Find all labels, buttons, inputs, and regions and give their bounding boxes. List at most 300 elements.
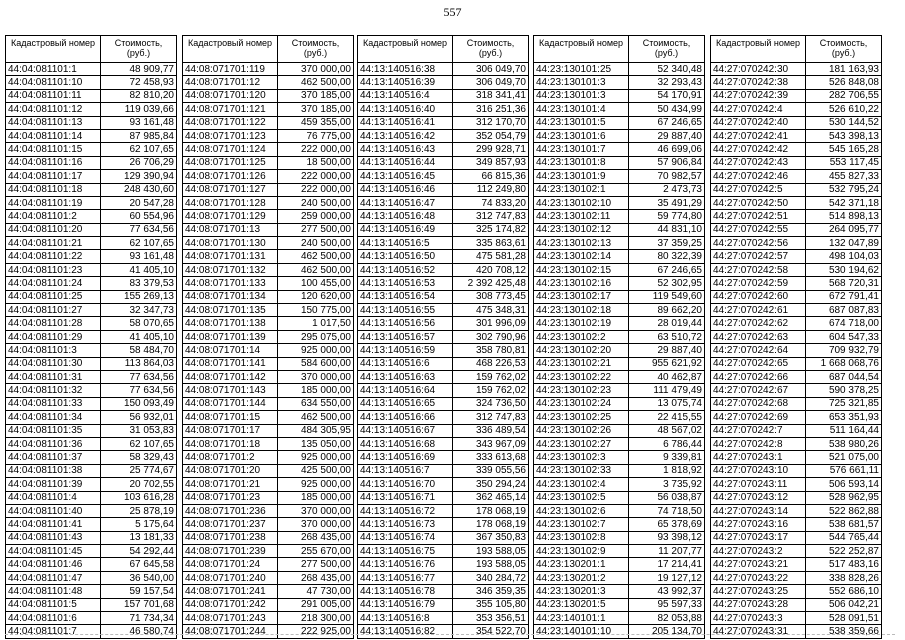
cost-cell: 185 000,00 xyxy=(278,491,354,504)
cadastral-number-cell: 44:04:081101:22 xyxy=(6,250,101,263)
cost-cell: 77 634,56 xyxy=(101,223,177,236)
cadastral-table-4 xyxy=(533,35,705,639)
cost-cell: 193 588,05 xyxy=(453,558,529,571)
table-row xyxy=(711,451,882,464)
cost-cell: 129 390,94 xyxy=(101,170,177,183)
cost-cell: 687 044,54 xyxy=(806,370,882,383)
cadastral-number-cell: 44:04:081101:43 xyxy=(6,531,101,544)
cost-cell: 240 500,00 xyxy=(278,237,354,250)
cost-cell: 318 341,41 xyxy=(453,89,529,102)
cost-cell: 672 791,41 xyxy=(806,290,882,303)
table-row xyxy=(711,370,882,383)
cost-cell: 132 047,89 xyxy=(806,237,882,250)
cadastral-number-cell: 44:08:071701:243 xyxy=(183,612,278,625)
table-row xyxy=(6,250,177,263)
cost-cell: 62 107,65 xyxy=(101,237,177,250)
cost-cell: 58 484,70 xyxy=(101,344,177,357)
cost-cell: 526 610,22 xyxy=(806,103,882,116)
table-row xyxy=(534,250,705,263)
table-row xyxy=(358,103,529,116)
cadastral-number-cell: 44:04:081101:24 xyxy=(6,277,101,290)
cost-cell: 370 000,00 xyxy=(278,370,354,383)
cadastral-number-cell: 44:27:070242:69 xyxy=(711,411,806,424)
cost-cell: 576 661,11 xyxy=(806,464,882,477)
table-row xyxy=(534,424,705,437)
cost-cell: 83 379,53 xyxy=(101,277,177,290)
table-row xyxy=(183,116,354,129)
table-row xyxy=(6,625,177,638)
cost-cell: 119 549,60 xyxy=(629,290,705,303)
cadastral-number-cell: 44:23:130102:8 xyxy=(534,531,629,544)
cadastral-number-cell: 44:13:140516:72 xyxy=(358,504,453,517)
cost-cell: 538 980,26 xyxy=(806,437,882,450)
table-header-row xyxy=(183,36,354,63)
cost-cell: 528 091,51 xyxy=(806,612,882,625)
cost-cell: 543 398,13 xyxy=(806,129,882,142)
cadastral-number-cell: 44:27:070242:40 xyxy=(711,116,806,129)
cost-cell: 76 775,00 xyxy=(278,129,354,142)
cadastral-number-cell: 44:13:140516:73 xyxy=(358,518,453,531)
table-row xyxy=(711,437,882,450)
table-row xyxy=(711,598,882,611)
cost-cell: 1 818,92 xyxy=(629,464,705,477)
cost-cell: 277 500,00 xyxy=(278,558,354,571)
cadastral-number-cell: 44:13:140516:38 xyxy=(358,63,453,76)
table-row xyxy=(183,625,354,638)
cadastral-number-cell: 44:08:071701:12 xyxy=(183,76,278,89)
cost-cell: 484 305,95 xyxy=(278,424,354,437)
table-row xyxy=(534,277,705,290)
cost-cell: 268 435,00 xyxy=(278,571,354,584)
table-row xyxy=(183,437,354,450)
table-row xyxy=(711,170,882,183)
table-row xyxy=(358,357,529,370)
cost-cell: 56 038,87 xyxy=(629,491,705,504)
cadastral-number-cell: 44:04:081101:16 xyxy=(6,156,101,169)
cost-cell: 48 567,02 xyxy=(629,424,705,437)
cost-cell: 358 780,81 xyxy=(453,344,529,357)
cadastral-number-cell: 44:23:130201:3 xyxy=(534,585,629,598)
table-row xyxy=(6,464,177,477)
cost-cell: 112 249,80 xyxy=(453,183,529,196)
table-row xyxy=(358,170,529,183)
cadastral-number-cell: 44:08:071701:24 xyxy=(183,558,278,571)
header-cost: Стоимость, (руб.) xyxy=(629,36,705,63)
table-row xyxy=(711,304,882,317)
table-row xyxy=(711,317,882,330)
table-row xyxy=(534,263,705,276)
table-row xyxy=(183,612,354,625)
table-row xyxy=(183,370,354,383)
cadastral-number-cell: 44:08:071701:239 xyxy=(183,545,278,558)
cost-cell: 542 371,18 xyxy=(806,196,882,209)
cadastral-number-cell: 44:04:081101:19 xyxy=(6,196,101,209)
cost-cell: 57 906,84 xyxy=(629,156,705,169)
table-row xyxy=(183,89,354,102)
cost-cell: 339 055,56 xyxy=(453,464,529,477)
table-row xyxy=(6,344,177,357)
table-row xyxy=(358,397,529,410)
cost-cell: 475 348,31 xyxy=(453,304,529,317)
cadastral-number-cell: 44:13:140516:57 xyxy=(358,330,453,343)
cost-cell: 37 359,25 xyxy=(629,237,705,250)
cadastral-number-cell: 44:08:071701:18 xyxy=(183,437,278,450)
cadastral-number-cell: 44:08:071701:2 xyxy=(183,451,278,464)
table-row xyxy=(6,518,177,531)
cadastral-number-cell: 44:04:081101:30 xyxy=(6,357,101,370)
cost-cell: 93 161,48 xyxy=(101,116,177,129)
table-row xyxy=(534,370,705,383)
cadastral-number-cell: 44:27:070242:50 xyxy=(711,196,806,209)
cost-cell: 74 718,50 xyxy=(629,504,705,517)
table-row xyxy=(711,344,882,357)
cadastral-number-cell: 44:04:081101:35 xyxy=(6,424,101,437)
header-cadastral-number: Кадастровый номер xyxy=(358,36,453,63)
cost-cell: 2 473,73 xyxy=(629,183,705,196)
cadastral-number-cell: 44:04:081101:41 xyxy=(6,518,101,531)
cadastral-number-cell: 44:23:130102:10 xyxy=(534,196,629,209)
cadastral-number-cell: 44:23:130102:19 xyxy=(534,317,629,330)
table-row xyxy=(6,116,177,129)
cadastral-number-cell: 44:08:071701:128 xyxy=(183,196,278,209)
table-row xyxy=(711,424,882,437)
cost-cell: 316 251,36 xyxy=(453,103,529,116)
cost-cell: 93 161,48 xyxy=(101,250,177,263)
cadastral-number-cell: 44:08:071701:21 xyxy=(183,478,278,491)
table-row xyxy=(183,143,354,156)
cost-cell: 355 105,80 xyxy=(453,598,529,611)
cadastral-number-cell: 44:27:070242:7 xyxy=(711,424,806,437)
cadastral-number-cell: 44:27:070242:60 xyxy=(711,290,806,303)
cost-cell: 526 848,08 xyxy=(806,76,882,89)
cadastral-number-cell: 44:27:070242:42 xyxy=(711,143,806,156)
cost-cell: 255 670,00 xyxy=(278,545,354,558)
header-cost: Стоимость, (руб.) xyxy=(453,36,529,63)
cost-cell: 222 925,00 xyxy=(278,625,354,638)
table-row xyxy=(358,250,529,263)
cost-cell: 352 054,79 xyxy=(453,129,529,142)
cadastral-number-cell: 44:13:140516:55 xyxy=(358,304,453,317)
cadastral-number-cell: 44:23:130102:5 xyxy=(534,491,629,504)
cost-cell: 475 581,28 xyxy=(453,250,529,263)
table-row xyxy=(534,518,705,531)
cadastral-number-cell: 44:04:081101:39 xyxy=(6,478,101,491)
cadastral-number-cell: 44:13:140516:74 xyxy=(358,531,453,544)
cost-cell: 72 458,93 xyxy=(101,76,177,89)
cost-cell: 522 252,87 xyxy=(806,545,882,558)
table-row xyxy=(534,143,705,156)
cadastral-number-cell: 44:13:140516:75 xyxy=(358,545,453,558)
cadastral-number-cell: 44:23:130201:2 xyxy=(534,571,629,584)
cadastral-number-cell: 44:27:070242:66 xyxy=(711,370,806,383)
table-row xyxy=(358,263,529,276)
table-row xyxy=(534,76,705,89)
cadastral-number-cell: 44:04:081101:4 xyxy=(6,491,101,504)
cadastral-number-cell: 44:23:130101:3 xyxy=(534,76,629,89)
cadastral-number-cell: 44:23:130102:9 xyxy=(534,545,629,558)
table-header-row xyxy=(711,36,882,63)
cadastral-number-cell: 44:13:140516:7 xyxy=(358,464,453,477)
cost-cell: 370 000,00 xyxy=(278,504,354,517)
cost-cell: 36 540,00 xyxy=(101,571,177,584)
cadastral-number-cell: 44:08:071701:138 xyxy=(183,317,278,330)
cost-cell: 35 491,29 xyxy=(629,196,705,209)
cost-cell: 150 775,00 xyxy=(278,304,354,317)
cost-cell: 87 985,84 xyxy=(101,129,177,142)
table-row xyxy=(6,290,177,303)
cost-cell: 63 510,72 xyxy=(629,330,705,343)
cost-cell: 653 351,93 xyxy=(806,411,882,424)
cadastral-number-cell: 44:08:071701:121 xyxy=(183,103,278,116)
table-row xyxy=(6,545,177,558)
cost-cell: 343 967,09 xyxy=(453,437,529,450)
cost-cell: 28 019,44 xyxy=(629,317,705,330)
table-row xyxy=(711,571,882,584)
cadastral-number-cell: 44:04:081101:27 xyxy=(6,304,101,317)
cadastral-number-cell: 44:23:130102:23 xyxy=(534,384,629,397)
cadastral-number-cell: 44:08:071701:127 xyxy=(183,183,278,196)
cadastral-number-cell: 44:23:140101:1 xyxy=(534,612,629,625)
table-row xyxy=(183,129,354,142)
table-row xyxy=(6,170,177,183)
table-row xyxy=(534,478,705,491)
cadastral-number-cell: 44:27:070243:14 xyxy=(711,504,806,517)
table-row xyxy=(711,277,882,290)
cadastral-number-cell: 44:08:071701:240 xyxy=(183,571,278,584)
cadastral-number-cell: 44:04:081101:31 xyxy=(6,370,101,383)
table-row xyxy=(534,397,705,410)
cadastral-number-cell: 44:08:071701:17 xyxy=(183,424,278,437)
cost-cell: 119 039,66 xyxy=(101,103,177,116)
cost-cell: 65 378,69 xyxy=(629,518,705,531)
table-row xyxy=(711,625,882,638)
table-row xyxy=(358,277,529,290)
table-row xyxy=(534,196,705,209)
table-row xyxy=(358,437,529,450)
cost-cell: 462 500,00 xyxy=(278,76,354,89)
table-row xyxy=(183,103,354,116)
cost-cell: 54 170,91 xyxy=(629,89,705,102)
cost-cell: 89 662,20 xyxy=(629,304,705,317)
page-number: 557 xyxy=(443,5,462,19)
cadastral-number-cell: 44:04:081101:17 xyxy=(6,170,101,183)
cadastral-number-cell: 44:08:071701:130 xyxy=(183,237,278,250)
table-row xyxy=(534,317,705,330)
cadastral-number-cell: 44:23:130102:27 xyxy=(534,437,629,450)
cadastral-number-cell: 44:08:071701:143 xyxy=(183,384,278,397)
cost-cell: 1 668 068,76 xyxy=(806,357,882,370)
table-row xyxy=(534,156,705,169)
cost-cell: 40 462,87 xyxy=(629,370,705,383)
cost-cell: 346 359,35 xyxy=(453,585,529,598)
cadastral-number-cell: 44:23:130101:6 xyxy=(534,129,629,142)
cadastral-number-cell: 44:13:140516:78 xyxy=(358,585,453,598)
cadastral-number-cell: 44:04:081101:14 xyxy=(6,129,101,142)
cadastral-number-cell: 44:23:130101:25 xyxy=(534,63,629,76)
table-row xyxy=(183,411,354,424)
cost-cell: 459 355,00 xyxy=(278,116,354,129)
cadastral-number-cell: 44:08:071701:23 xyxy=(183,491,278,504)
cadastral-number-cell: 44:04:081101:45 xyxy=(6,545,101,558)
cost-cell: 222 000,00 xyxy=(278,170,354,183)
cost-cell: 41 405,10 xyxy=(101,263,177,276)
cost-cell: 302 790,96 xyxy=(453,330,529,343)
cadastral-number-cell: 44:13:140516:41 xyxy=(358,116,453,129)
table-row xyxy=(358,384,529,397)
header-cadastral-number: Кадастровый номер xyxy=(183,36,278,63)
table-row xyxy=(6,210,177,223)
cadastral-number-cell: 44:23:130102:24 xyxy=(534,397,629,410)
table-row xyxy=(711,330,882,343)
cost-cell: 498 104,03 xyxy=(806,250,882,263)
cost-cell: 514 898,13 xyxy=(806,210,882,223)
cadastral-number-cell: 44:27:070242:61 xyxy=(711,304,806,317)
cadastral-number-cell: 44:13:140516:50 xyxy=(358,250,453,263)
cost-cell: 150 093,49 xyxy=(101,397,177,410)
table-row xyxy=(6,384,177,397)
cadastral-number-cell: 44:23:130101:9 xyxy=(534,170,629,183)
table-row xyxy=(358,183,529,196)
table-row xyxy=(6,183,177,196)
table-row xyxy=(711,531,882,544)
cost-cell: 282 706,55 xyxy=(806,89,882,102)
table-row xyxy=(534,129,705,142)
cost-cell: 335 863,61 xyxy=(453,237,529,250)
table-row xyxy=(183,210,354,223)
cadastral-number-cell: 44:23:130102:14 xyxy=(534,250,629,263)
cost-cell: 925 000,00 xyxy=(278,344,354,357)
cadastral-number-cell: 44:27:070242:56 xyxy=(711,237,806,250)
table-header-row xyxy=(534,36,705,63)
table-row xyxy=(358,89,529,102)
cost-cell: 517 483,16 xyxy=(806,558,882,571)
table-row xyxy=(711,156,882,169)
table-row xyxy=(358,411,529,424)
table-row xyxy=(534,625,705,638)
cadastral-number-cell: 44:13:140516:44 xyxy=(358,156,453,169)
table-row xyxy=(358,116,529,129)
table-row xyxy=(711,585,882,598)
table-row xyxy=(183,63,354,76)
table-row xyxy=(6,370,177,383)
cost-cell: 25 774,67 xyxy=(101,464,177,477)
cost-cell: 325 174,82 xyxy=(453,223,529,236)
table-row xyxy=(358,478,529,491)
cost-cell: 370 185,00 xyxy=(278,103,354,116)
header-cost: Стоимость, (руб.) xyxy=(101,36,177,63)
table-row xyxy=(711,196,882,209)
cost-cell: 333 613,68 xyxy=(453,451,529,464)
cost-cell: 52 340,48 xyxy=(629,63,705,76)
cadastral-number-cell: 44:13:140516:69 xyxy=(358,451,453,464)
table-row xyxy=(183,344,354,357)
table-row xyxy=(358,290,529,303)
cadastral-number-cell: 44:13:140516:43 xyxy=(358,143,453,156)
table-row xyxy=(711,263,882,276)
cost-cell: 18 500,00 xyxy=(278,156,354,169)
cost-cell: 709 932,79 xyxy=(806,344,882,357)
cadastral-number-cell: 44:13:140516:68 xyxy=(358,437,453,450)
cadastral-number-cell: 44:08:071701:125 xyxy=(183,156,278,169)
table-row xyxy=(183,183,354,196)
table-row xyxy=(183,558,354,571)
table-row xyxy=(6,451,177,464)
cadastral-number-cell: 44:27:070243:11 xyxy=(711,478,806,491)
cost-cell: 43 992,37 xyxy=(629,585,705,598)
cost-cell: 205 134,70 xyxy=(629,625,705,638)
cadastral-number-cell: 44:13:140516:76 xyxy=(358,558,453,571)
cost-cell: 157 701,68 xyxy=(101,598,177,611)
cost-cell: 353 356,51 xyxy=(453,612,529,625)
cadastral-number-cell: 44:27:070242:8 xyxy=(711,437,806,450)
cadastral-number-cell: 44:13:140516:59 xyxy=(358,344,453,357)
table-row xyxy=(183,531,354,544)
cadastral-number-cell: 44:27:070242:43 xyxy=(711,156,806,169)
cost-cell: 159 762,02 xyxy=(453,370,529,383)
table-row xyxy=(534,210,705,223)
cost-cell: 462 500,00 xyxy=(278,263,354,276)
cost-cell: 82 053,88 xyxy=(629,612,705,625)
cadastral-number-cell: 44:13:140516:48 xyxy=(358,210,453,223)
table-row xyxy=(534,585,705,598)
cadastral-number-cell: 44:04:081101:15 xyxy=(6,143,101,156)
table-row xyxy=(711,76,882,89)
cost-cell: 506 042,21 xyxy=(806,598,882,611)
cadastral-number-cell: 44:04:081101:33 xyxy=(6,397,101,410)
cost-cell: 312 747,83 xyxy=(453,210,529,223)
table-row xyxy=(183,250,354,263)
cadastral-number-cell: 44:13:140516:49 xyxy=(358,223,453,236)
table-row xyxy=(6,76,177,89)
cost-cell: 338 828,26 xyxy=(806,571,882,584)
cadastral-number-cell: 44:04:081101:11 xyxy=(6,89,101,102)
cost-cell: 521 075,00 xyxy=(806,451,882,464)
cadastral-number-cell: 44:13:140516:54 xyxy=(358,290,453,303)
table-row xyxy=(358,585,529,598)
cost-cell: 367 350,83 xyxy=(453,531,529,544)
cost-cell: 925 000,00 xyxy=(278,451,354,464)
table-row xyxy=(534,545,705,558)
table-row xyxy=(711,290,882,303)
cadastral-number-cell: 44:08:071701:135 xyxy=(183,304,278,317)
table-row xyxy=(534,170,705,183)
cadastral-number-cell: 44:04:081101:48 xyxy=(6,585,101,598)
table-row xyxy=(534,451,705,464)
table-row xyxy=(711,612,882,625)
cadastral-number-cell: 44:08:071701:119 xyxy=(183,63,278,76)
cost-cell: 324 736,50 xyxy=(453,397,529,410)
cadastral-number-cell: 44:27:070242:55 xyxy=(711,223,806,236)
table-row xyxy=(183,76,354,89)
cost-cell: 67 246,65 xyxy=(629,116,705,129)
cadastral-number-cell: 44:08:071701:15 xyxy=(183,411,278,424)
table-header-row xyxy=(6,36,177,63)
cadastral-number-cell: 44:23:130102:22 xyxy=(534,370,629,383)
cadastral-number-cell: 44:23:130102:18 xyxy=(534,304,629,317)
table-row xyxy=(358,370,529,383)
cadastral-number-cell: 44:23:130102:16 xyxy=(534,277,629,290)
cadastral-number-cell: 44:04:081101:7 xyxy=(6,625,101,638)
table-row xyxy=(358,143,529,156)
cadastral-number-cell: 44:23:130102:7 xyxy=(534,518,629,531)
cost-cell: 370 000,00 xyxy=(278,518,354,531)
cadastral-number-cell: 44:27:070242:57 xyxy=(711,250,806,263)
cost-cell: 553 117,45 xyxy=(806,156,882,169)
cost-cell: 687 087,83 xyxy=(806,304,882,317)
cadastral-number-cell: 44:04:081101:40 xyxy=(6,504,101,517)
table-row xyxy=(6,424,177,437)
table-row xyxy=(6,196,177,209)
